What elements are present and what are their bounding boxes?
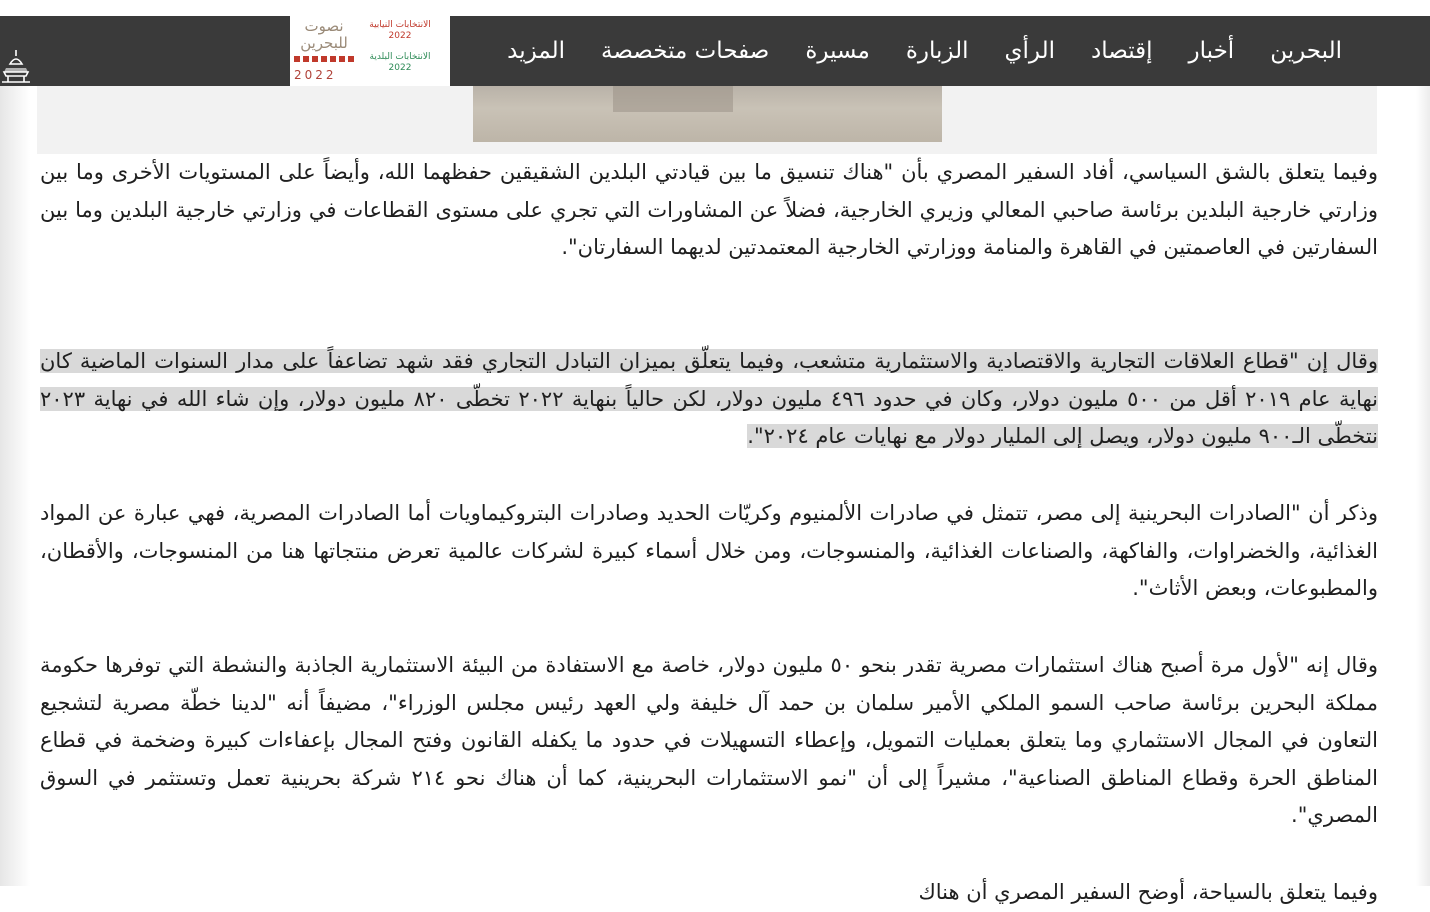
article-paragraph: وقال إنه "لأول مرة أصبح هناك استثمارات مصرية تقدر بنحو ٥٠ مليون دولار، خاصة مع الاستفادة من البيئة الاستثمارية الجاذبة والنشطة التي توفرها حكومة مملكة البحرين برئاسة صاحب السمو الملكي الأمير سلمان بن حمد آل خليفة ولي العهد رئيس مجلس الوزراء"، مضيفاً أنه "لدينا خطّة مصرية لتشجيع التعاون في المجال الاستثماري وما يتعلق بعمليات التمويل، وإعطاء التسهيلات في حدود ما يكفله القانون وفتح المجال بإعفاءات كبيرة وضخمة في قطاع المناطق الحرة وقطاع المناطق الصناعية"، مشيراً إلى أن "نمو الاستثمارات البحرينية، كما أن هناك نحو ٢١٤ شركة بحرينية تعمل وتستثمر في السوق المصري". bbox=[40, 653, 1378, 827]
badge-year: 2022 bbox=[294, 68, 337, 82]
nav-item-bahrain[interactable]: البحرين bbox=[1270, 38, 1342, 64]
flag-stripe bbox=[294, 56, 354, 62]
nav-item-economy[interactable]: إقتصاد bbox=[1091, 38, 1153, 64]
nav-item-masira[interactable]: مسيرة bbox=[805, 38, 870, 64]
nav-item-special-pages[interactable]: صفحات متخصصة bbox=[601, 38, 770, 64]
elections-2022-badge[interactable] bbox=[290, 16, 450, 86]
article-photo bbox=[473, 86, 942, 142]
parliamentary-elections-label: الانتخابات النيابية 2022 bbox=[369, 20, 431, 41]
top-utility-strip bbox=[0, 0, 1430, 16]
article-paragraph: وفيما يتعلق بالسياحة، أوضح السفير المصري أن هناك bbox=[918, 880, 1378, 904]
nav-item-news[interactable]: أخبار bbox=[1188, 38, 1235, 64]
nav-item-zubarah[interactable]: الزبارة bbox=[905, 38, 969, 64]
page-right-shade bbox=[1416, 86, 1430, 886]
article-paragraph: وذكر أن "الصادرات البحرينية إلى مصر، تتمثل في صادرات الألمنيوم وكريّات الحديد وصادرات البتروكيماويات أما الصادرات المصرية، فهي عبارة عن المواد الغذائية، والخضراوات، والفاكهة، والصناعات الغذائية، والمنسوجات، ومن خلال أسماء كبيرة لشركات عالمية تعرض منتجاتها هنا من المنسوجات، والأقطان، والمطبوعات، وبعض الأثاث". bbox=[40, 501, 1378, 600]
site-logo-icon[interactable] bbox=[0, 46, 32, 88]
article-paragraph: وفيما يتعلق بالشق السياسي، أفاد السفير المصري بأن "هناك تنسيق ما بين قيادتي البلدين الشقيقين حفظهما الله، وأيضاً على المستويات الأخرى وما بين وزارتي خارجية البلدين برئاسة صاحبي المعالي وزيري الخارجية، فضلاً عن المشاورات التي تجري على مستوى القطاعات في وزارتي خارجية البلدين وما بين السفارتين في العاصمتين في القاهرة والمنامة ووزارتي الخارجية المعتمدتين لديهما السفارتان". bbox=[40, 160, 1378, 259]
vote-for-bahrain-text: نصوت للبحرين bbox=[300, 17, 348, 52]
nav-item-opinion[interactable]: الرأي bbox=[1004, 38, 1055, 64]
main-navigation bbox=[0, 16, 1430, 86]
page-left-shade bbox=[0, 86, 30, 886]
selected-text: وقال إن "قطاع العلاقات التجارية والاقتصادية والاستثمارية متشعب، وفيما يتعلّق بميزان التبادل التجاري فقد شهد تضاعفاً على مدار السنوات الماضية كان نهاية عام ٢٠١٩ أقل من ٥٠٠ مليون دولار، وكان في حدود ٤٩٦ مليون دولار، لكن حالياً بنهاية ٢٠٢٢ تخطّى ٨٢٠ مليون دولار، وإن شاء الله في نهاية ٢٠٢٣ نتخطّى الـ٩٠٠ مليون دولار، ويصل إلى المليار دولار مع نهايات عام ٢٠٢٤". bbox=[40, 349, 1378, 448]
municipal-elections-label: الانتخابات البلدية 2022 bbox=[369, 52, 431, 73]
nav-links bbox=[489, 16, 1360, 86]
nav-item-more[interactable]: المزيد bbox=[507, 38, 566, 64]
article-paragraph-highlighted bbox=[40, 343, 1378, 456]
